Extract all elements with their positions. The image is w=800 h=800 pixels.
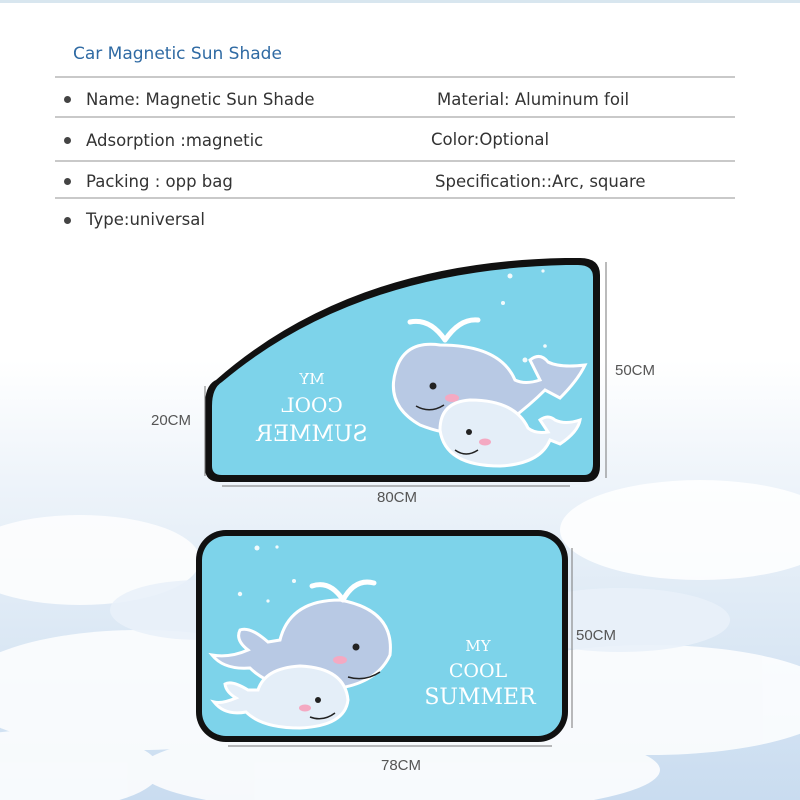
arc-text-summer: SUMMER — [256, 422, 368, 447]
spec-material: Material: Aluminum foil — [437, 90, 630, 109]
square-text-my: MY — [465, 637, 491, 655]
arc-height-left-label: 20CM — [151, 412, 192, 429]
square-height-label: 50CM — [576, 627, 617, 644]
arc-text-cool: COOL — [281, 393, 343, 417]
arc-width-label: 80CM — [377, 489, 418, 506]
spec-color: Color:Optional — [431, 130, 550, 149]
arc-height-right-label: 50CM — [615, 362, 656, 379]
page-title: Car Magnetic Sun Shade — [73, 44, 282, 64]
spec-adsorption: Adsorption :magnetic — [86, 131, 264, 150]
arc-text-my: MY — [299, 370, 325, 388]
spec-type: Type:universal — [86, 210, 205, 229]
square-text-cool: COOL — [448, 660, 508, 682]
square-text-summer: SUMMER — [424, 685, 536, 710]
square-sun-shade — [196, 530, 572, 746]
spec-name: Name: Magnetic Sun Shade — [86, 90, 315, 109]
spec-specification: Specification::Arc, square — [435, 172, 646, 191]
arc-sun-shade — [205, 258, 606, 486]
square-width-label: 78CM — [381, 757, 422, 774]
spec-packing: Packing : opp bag — [86, 172, 233, 191]
